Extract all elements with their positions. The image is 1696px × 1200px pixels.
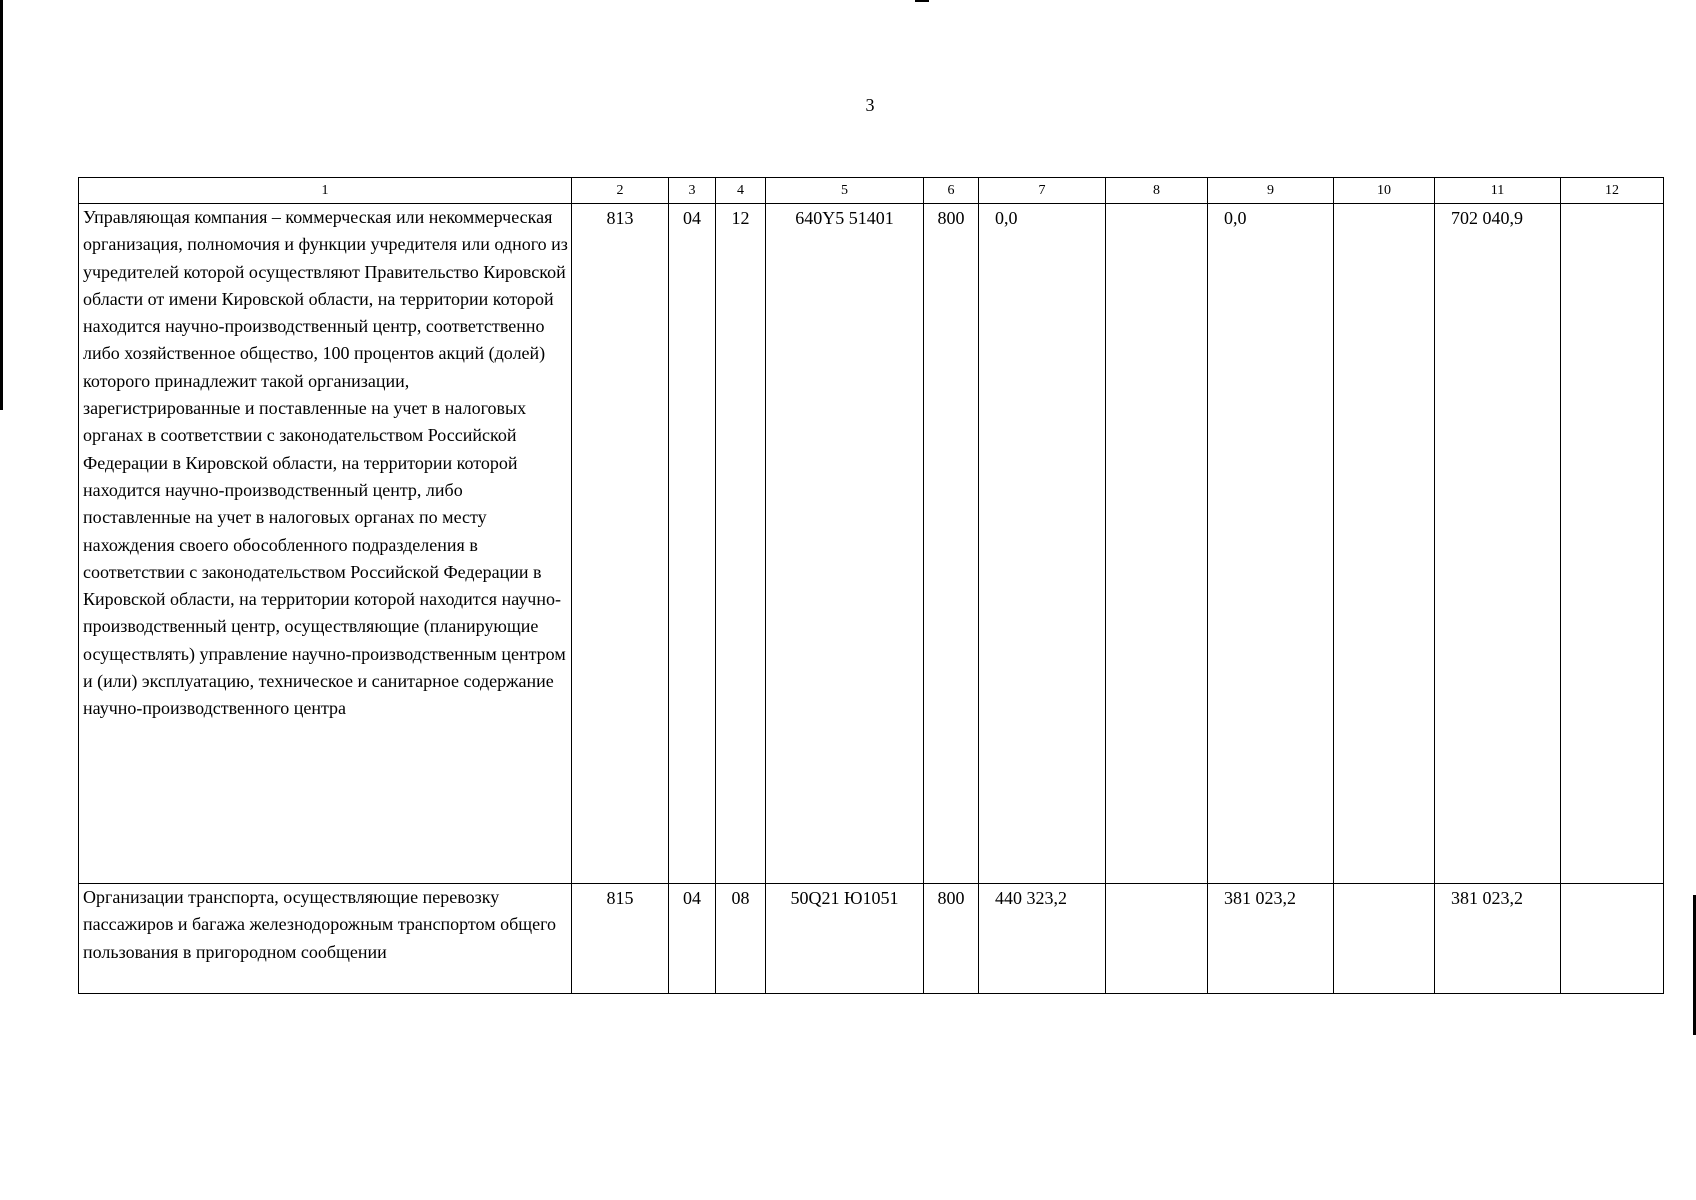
table-cell: 04 — [669, 884, 716, 994]
table-cell: 813 — [572, 204, 669, 884]
table-cell — [1334, 204, 1435, 884]
scan-edge-mark-left — [0, 0, 3, 410]
table-cell: 50Q21 Ю1051 — [766, 884, 924, 994]
table-cell: 800 — [924, 884, 979, 994]
column-number-row — [79, 178, 1664, 204]
column-header: 12 — [1561, 178, 1664, 204]
column-header: 4 — [716, 178, 766, 204]
column-header: 8 — [1106, 178, 1208, 204]
table-cell: 12 — [716, 204, 766, 884]
budget-table — [78, 177, 1664, 994]
table-cell: 0,0 — [1208, 204, 1334, 884]
table-cell — [1561, 204, 1664, 884]
recipient-description: Организации транспорта, осуществляющие перевозку пассажиров и багажа железнодорожным транспортом общего пользования в пригородном сообщении — [79, 884, 572, 994]
table-cell: 440 323,2 — [979, 884, 1106, 994]
table-cell — [1106, 884, 1208, 994]
table-cell: 381 023,2 — [1208, 884, 1334, 994]
table-cell: 800 — [924, 204, 979, 884]
table-row — [79, 884, 1664, 994]
recipient-description: Управляющая компания – коммерческая или некоммерческая организация, полномочия и функции учредителя или одного из учредителей которой осуществляют Правительство Кировской области от имени Кировской области, на территории которой находится научно-производственный центр, соответственно либо хозяйственное общество, 100 процентов акций (долей) которого принадлежит такой организации, зарегистрированные и поставленные на учет в налоговых органах в соответствии с законодательством Российской Федерации в Кировской области, на территории которой находится научно-производственный центр, либо поставленные на учет в налоговых органах по месту нахождения своего обособленного подразделения в соответствии с законодательством Российской Федерации в Кировской области, на территории которой находится научно-производственный центр, осуществляющие (планирующие осуществлять) управление научно-производственным центром и (или) эксплуатацию, техническое и санитарное содержание научно-производственного центра — [79, 204, 572, 884]
table-cell: 08 — [716, 884, 766, 994]
table-cell — [1561, 884, 1664, 994]
column-header: 6 — [924, 178, 979, 204]
table-row — [79, 204, 1664, 884]
column-header: 5 — [766, 178, 924, 204]
table-cell: 0,0 — [979, 204, 1106, 884]
column-header: 11 — [1435, 178, 1561, 204]
column-header: 7 — [979, 178, 1106, 204]
column-header: 10 — [1334, 178, 1435, 204]
column-header: 1 — [79, 178, 572, 204]
table-cell: 640Y5 51401 — [766, 204, 924, 884]
column-header: 9 — [1208, 178, 1334, 204]
table-cell: 702 040,9 — [1435, 204, 1561, 884]
table-cell: 815 — [572, 884, 669, 994]
table-cell — [1334, 884, 1435, 994]
page-number: 3 — [865, 95, 875, 115]
scan-edge-mark-top — [915, 0, 929, 2]
column-header: 3 — [669, 178, 716, 204]
table-cell: 04 — [669, 204, 716, 884]
column-header: 2 — [572, 178, 669, 204]
table-cell: 381 023,2 — [1435, 884, 1561, 994]
table-cell — [1106, 204, 1208, 884]
